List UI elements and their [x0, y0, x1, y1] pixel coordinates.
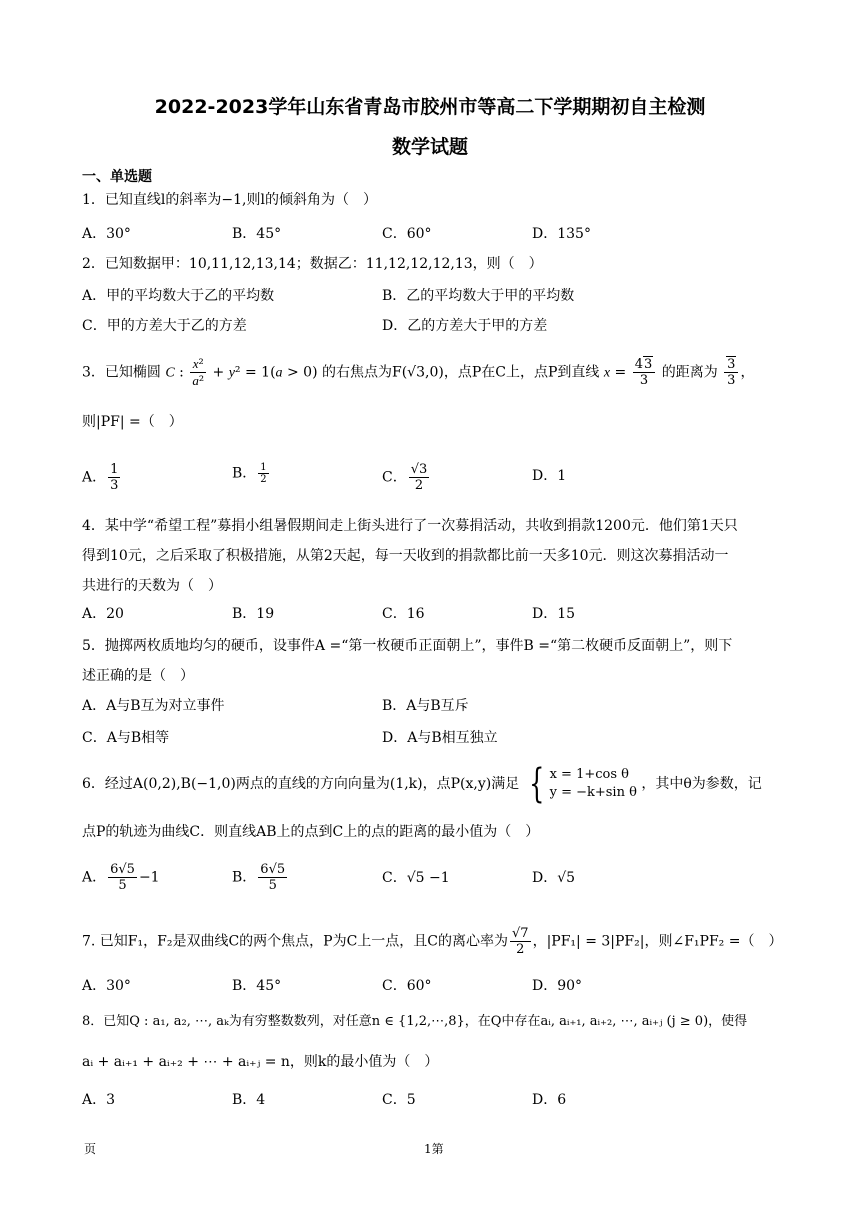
q4-option-a: A．20 [82, 606, 124, 622]
q1-option-a: A．30° [82, 226, 131, 242]
q4-option-c: C．16 [382, 606, 425, 622]
q3-b-den: 2 [260, 474, 267, 485]
q6-eq-y: y = −k+sin θ [549, 785, 637, 800]
q7-stem-part2: ，|PF₁| = 3|PF₂|，则∠F₁PF₂ =（ ） [532, 933, 783, 950]
q6-system-brace: { [528, 761, 545, 807]
q2-option-c: C．甲的方差大于乙的方差 [82, 318, 247, 334]
q6-option-b-label: B． [232, 869, 257, 886]
q3-a-num: 1 [110, 462, 119, 477]
q6-option-a [82, 862, 160, 893]
q3-stem-part2: 的右焦点为F(√3,0)，点P在C上，点P到直线 [322, 364, 600, 381]
q6-a-den: 5 [118, 878, 127, 893]
question-8-line1: 8．已知Q : a₁, a₂, ⋯, aₖ为有穷整数数列，对任意n ∈ {1,2,⋯,8}，在Q中存在aᵢ, aᵢ₊₁, aᵢ₊₂, ⋯, aᵢ₊ⱼ (j ≥ 0)，使得 [82, 1014, 748, 1029]
q3-a-den: 3 [110, 478, 119, 493]
q6-stem-part2: ，其中θ为参数，记 [641, 776, 762, 792]
question-4-line3: 共进行的天数为（ ） [82, 578, 222, 594]
q3-c-den: 2 [414, 478, 424, 493]
q3-line-fraction: $\frac{43}{3}$ [633, 357, 656, 388]
q6-stem-part1: 6．经过A(0,2),B(−1,0)两点的直线的方向向量为(1,k)，点P(x,y)满足 [82, 776, 520, 792]
q6-a-num: 6√5 [110, 862, 135, 877]
q6-eq-x: x = 1+cos θ [549, 767, 629, 782]
q3-stem-end: ， [740, 364, 755, 381]
q2-option-b: B．乙的平均数大于甲的平均数 [382, 288, 575, 304]
question-5-line1: 5．抛掷两枚质地均匀的硬币，设事件A =“第一枚硬币正面朝上”，事件B =“第二枚硬币反面朝上”，则下 [82, 638, 733, 654]
q8-option-a: A．3 [82, 1092, 116, 1108]
q3-option-d: D．1 [532, 468, 567, 484]
q3-b-num: 1 [260, 462, 267, 473]
q1-option-d: D．135° [532, 226, 591, 242]
q3-ellipse-fraction: $\frac{\text{x²}}{\text{a²}}$ [192, 356, 205, 389]
question-8-line2: aᵢ + aᵢ₊₁ + aᵢ₊₂ + ⋯ + aᵢ₊ⱼ = n，则k的最小值为（ ） [82, 1054, 439, 1070]
q7-option-c: C．60° [382, 978, 432, 994]
question-6-line1 [82, 761, 762, 807]
q5-option-b: B．A与B互斥 [382, 698, 469, 714]
q3-option-b-label: B． [232, 465, 257, 482]
q5-option-d: D．A与B相互独立 [382, 730, 498, 746]
question-6-line2: 点P的轨迹为曲线C．则直线AB上的点到C上的点的距离的最小值为（ ） [82, 824, 540, 840]
q7-stem-part1: 7. 已知F₁，F₂是双曲线C的两个焦点，P为C上一点，且C的离心率为 [82, 933, 509, 950]
exam-subtitle: 数学试题 [391, 136, 468, 158]
question-2-stem: 2．已知数据甲：10,11,12,13,14；数据乙：11,12,12,12,13，则（ ） [82, 256, 543, 272]
question-3-line2: 则|PF| =（ ） [82, 414, 183, 430]
q5-option-c: C．A与B相等 [82, 730, 170, 746]
q6-option-a-label: A． [82, 869, 107, 886]
section-heading: 一、单选题 [82, 169, 152, 185]
q6-parametric-system [550, 766, 637, 802]
q3-option-c-label: C． [382, 469, 407, 486]
q3-c-num: √3 [410, 462, 428, 477]
q2-option-a: A．甲的平均数大于乙的平均数 [82, 288, 275, 304]
q3-option-a [82, 462, 122, 493]
question-1-stem: 1．已知直线l的斜率为−1,则l的倾斜角为（ ） [82, 192, 377, 208]
q8-option-d: D．6 [532, 1092, 567, 1108]
q3-option-b [232, 462, 271, 485]
footer-page-number: 1第 [424, 1142, 444, 1156]
question-3-stem: 3．已知椭圆 C : $\frac{\text{x²}}{\text{a²}}$ + y² = 1(a > 0) 的右焦点为F(√3,0)，点P在C上，点P到直线 x = $\frac{43}{3}$ 的距离为 $\frac{3}{3}$ ， [82, 356, 755, 389]
q7-frac-num: √7 [512, 926, 529, 941]
q3-option-c [382, 462, 431, 493]
q3-stem-part1: 3．已知椭圆 [82, 364, 161, 381]
q7-option-d: D．90° [532, 978, 583, 994]
q1-option-b: B．45° [232, 226, 282, 242]
q4-option-d: D．15 [532, 606, 576, 622]
q6-option-c: C．√5 −1 [382, 870, 450, 886]
q1-option-c: C．60° [382, 226, 432, 242]
q3-option-a-label: A． [82, 469, 107, 486]
question-4-line1: 4．某中学“希望工程”募捐小组暑假期间走上街头进行了一次募捐活动，共收到捐款1200元．他们第1天只 [82, 518, 738, 534]
question-5-line2: 述正确的是（ ） [82, 668, 194, 684]
q8-option-c: C．5 [382, 1092, 416, 1108]
exam-title: 2022-2023学年山东省青岛市胶州市等高二下学期期初自主检测 [154, 96, 706, 118]
q6-b-num: 6√5 [260, 862, 286, 877]
q5-option-a: A．A与B互为对立事件 [82, 698, 225, 714]
q8-option-b: B．4 [232, 1092, 266, 1108]
q6-option-b [232, 862, 289, 893]
footer-left: 页 [84, 1142, 97, 1156]
q7-option-a: A．30° [82, 978, 131, 994]
q4-option-b: B．19 [232, 606, 275, 622]
q6-a-tail: −1 [138, 869, 160, 886]
q7-option-b: B．45° [232, 978, 282, 994]
q2-option-d: D．乙的方差大于甲的方差 [382, 318, 548, 334]
q7-frac-den: 2 [516, 942, 525, 957]
q3-stem-part3: 的距离为 [661, 364, 718, 381]
question-7-stem [82, 926, 782, 957]
q3-distance-fraction: $\frac{3}{3}$ [724, 357, 738, 388]
q6-option-d: D．√5 [532, 870, 576, 886]
question-4-line2: 得到10元，之后采取了积极措施，从第2天起，每一天收到的捐款都比前一天多10元．则这次募捐活动一 [82, 548, 729, 564]
q6-b-den: 5 [268, 878, 277, 893]
